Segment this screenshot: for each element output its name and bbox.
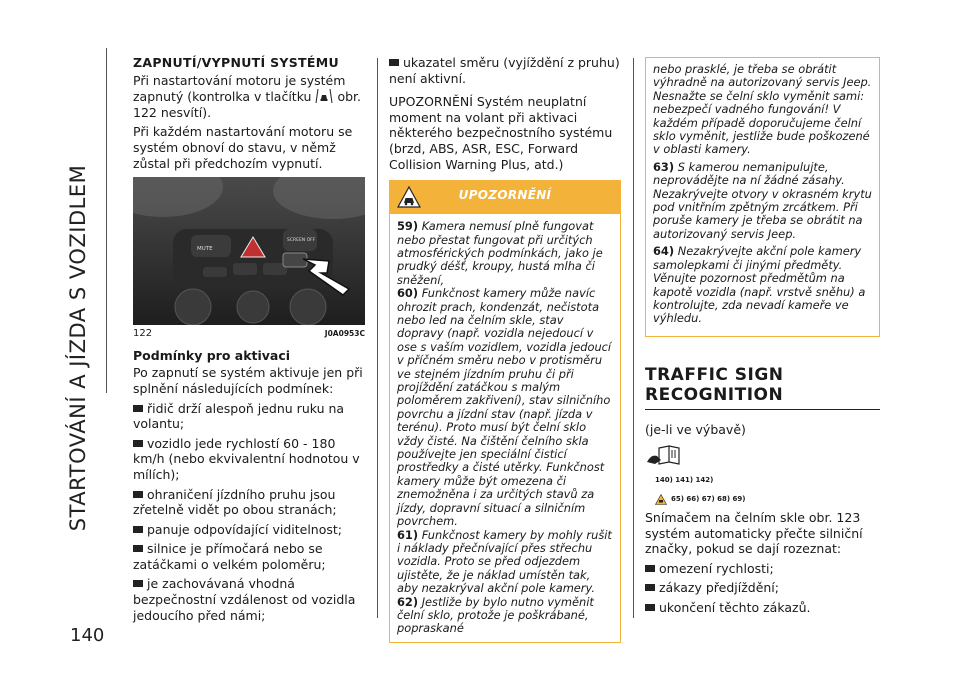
section-side-title-text: STARTOVÁNÍ A JÍZDA S VOZIDLEM	[66, 164, 90, 532]
condition-item: ohraničení jízdního pruhu jsou zřetelně vidět po obou stranách;	[133, 486, 337, 518]
bullet-square-icon	[645, 584, 655, 591]
section-heading: ZAPNUTÍ/VYPNUTÍ SYSTÉMU	[133, 55, 339, 70]
column-2	[389, 55, 621, 643]
warning-references: 65) 66) 67) 68) 69)	[655, 492, 880, 508]
warning-item: 59) Kamera nemusí plně fungovat nebo přestat fungovat při určitých atmosférických podmínkách, jako je prudký déšť, kroupy, hustá mlha či sněžení,	[397, 219, 603, 287]
bullet-square-icon	[389, 59, 399, 66]
warning-item: 61) Funkčnost kamery by mohly rušit i náklady přečnívající přes střechu vozidla. Proto se před odjezdem ujistěte, že je náklad umístěn tak, aby nezakrýval akční pole kamery.	[397, 527, 612, 596]
column-1	[133, 55, 365, 627]
warning-item: 64) Nezakrývejte akční pole kamery samolepkami či jinými předměty. Věnujte pozornost předmětům na kapotě vozidla (např. vrstvě sněhu) a kontrolujte, zda nevadí kameře ve výhledu.	[653, 244, 866, 326]
mute-button-label: MUTE	[197, 246, 213, 253]
bullet-square-icon	[133, 405, 143, 412]
sensor-paragraph: Snímačem na čelním skle obr. 123 systém automaticky přečte silniční značky, pokud se dají rozeznat:	[645, 510, 863, 557]
bullet-square-icon	[133, 580, 143, 587]
sign-type-item: omezení rychlosti;	[645, 561, 880, 577]
bullet-square-icon	[645, 565, 655, 572]
sign-type-item: ukončení těchto zákazů.	[645, 600, 880, 616]
bullet-square-icon	[133, 545, 143, 552]
figure-number: 122	[133, 328, 153, 340]
page-number: 140	[70, 625, 105, 646]
condition-item: silnice je přímočará nebo se zatáčkami o velkém poloměru;	[133, 541, 326, 572]
warning-item: 63) S kamerou nemanipulujte, neprovádějte na ní žádné zásahy. Nezakrývejte otvory v okrasném krytu pod vnitřním zpětným zrcátkem. Při poruše kamery je třeba se obrátit na autorizovaný servis Jeep.	[653, 159, 872, 241]
warning-header	[389, 180, 621, 214]
lane-keep-button-icon	[315, 88, 333, 104]
condition-item: řidič drží alespoň jednu ruku na volantu;	[133, 400, 345, 432]
warning-item: 60) Funkčnost kamery může navíc ohrozit prach, kondenzát, nečistota nebo led na čelním skle, stav dopravy (např. vozidla nejedoucí v ose s vaším vozidlem, vozidla jedoucí v příčném směru nebo v protisměru ve stejném jízdním pruhu či při projíždění zatáčkou s malým poloměrem zakřivení), stav silničního povrchu a jízdní stav (např. jízda v terénu). Proto musí být čelní sklo vždy čisté. Na čištění čelního skla používejte jen speciální čisticí prostředky a čisté utěrky. Funkčnost kamery může být omezena či znemožněna i za určitých stavů za jízdy, dopravní situací a silničním povrchem.	[397, 286, 612, 529]
column-divider-2	[633, 58, 634, 618]
warning-triangle-icon	[655, 494, 667, 505]
figure-code: J0A0953C	[324, 329, 365, 339]
side-divider	[106, 48, 107, 393]
traffic-sign-heading: TRAFFIC SIGN RECOGNITION	[645, 365, 880, 410]
condition-item: panuje odpovídající viditelnost;	[133, 522, 365, 538]
bullet-square-icon	[133, 491, 143, 498]
hand-with-book-icon	[645, 444, 681, 466]
column-divider-1	[377, 58, 378, 618]
column-3	[645, 57, 880, 620]
condition-item: je zachovávaná vhodná bezpečnostní vzdálenost od vozidla jedoucího před námi;	[133, 576, 356, 623]
bullet-square-icon	[133, 440, 143, 447]
conditions-intro: Po zapnutí se systém aktivuje jen při splnění následujících podmínek:	[133, 365, 363, 396]
paragraph-activation-b: obr. 122 nesvítí).	[133, 89, 362, 120]
figure-122-photo	[133, 177, 365, 325]
paragraph-activation-a: Při nastartování motoru je systém zapnutý (kontrolka v tlačítku	[133, 72, 346, 105]
warning-box	[389, 214, 621, 643]
sign-type-item: zákazy předjíždění;	[645, 580, 880, 596]
warning-item: 62) Jestliže by bylo nutno vyměnit čelní sklo, protože je poškrábané, popraskané	[397, 594, 594, 636]
paragraph-activation	[133, 73, 365, 121]
bullet-square-icon	[645, 604, 655, 611]
warning-continued-text: nebo prasklé, je třeba se obrátit výhradně na autorizovaný servis Jeep. Nesnažte se čelní sklo vyměnit sami: nebezpečí vadného fungování! V každém případě doporučujeme čelní sklo vyměnit, jestliže bude poškozené v oblasti kamery.	[653, 62, 872, 157]
bullet-square-icon	[133, 526, 143, 533]
info-references: 140) 141) 142)	[655, 475, 714, 484]
optional-equipment-note: (je-li ve výbavě)	[645, 421, 746, 437]
figure-caption	[133, 326, 365, 342]
warning-title: UPOZORNĚNÍ	[458, 188, 552, 203]
screen-off-button-label: SCREEN OFF	[287, 238, 316, 244]
condition-item: ukazatel směru (vyjíždění z pruhu) není aktivní.	[389, 55, 620, 86]
notice-paragraph: UPOZORNĚNÍ Systém neuplatní moment na volant při aktivaci některého bezpečnostního systému (brzd, ABS, ASR, ESC, Forward Collision Warning Plus, atd.)	[389, 94, 613, 172]
warning-box-continued	[645, 57, 880, 337]
activation-conditions-heading: Podmínky pro aktivaci	[133, 347, 291, 363]
condition-item: vozidlo jede rychlostí 60 - 180 km/h (nebo ekvivalentní hodnotou v mílích);	[133, 435, 360, 482]
paragraph-restart: Při každém nastartování motoru se systém obnoví do stavu, v němž zůstal při předchozím vypnutí.	[133, 124, 353, 171]
